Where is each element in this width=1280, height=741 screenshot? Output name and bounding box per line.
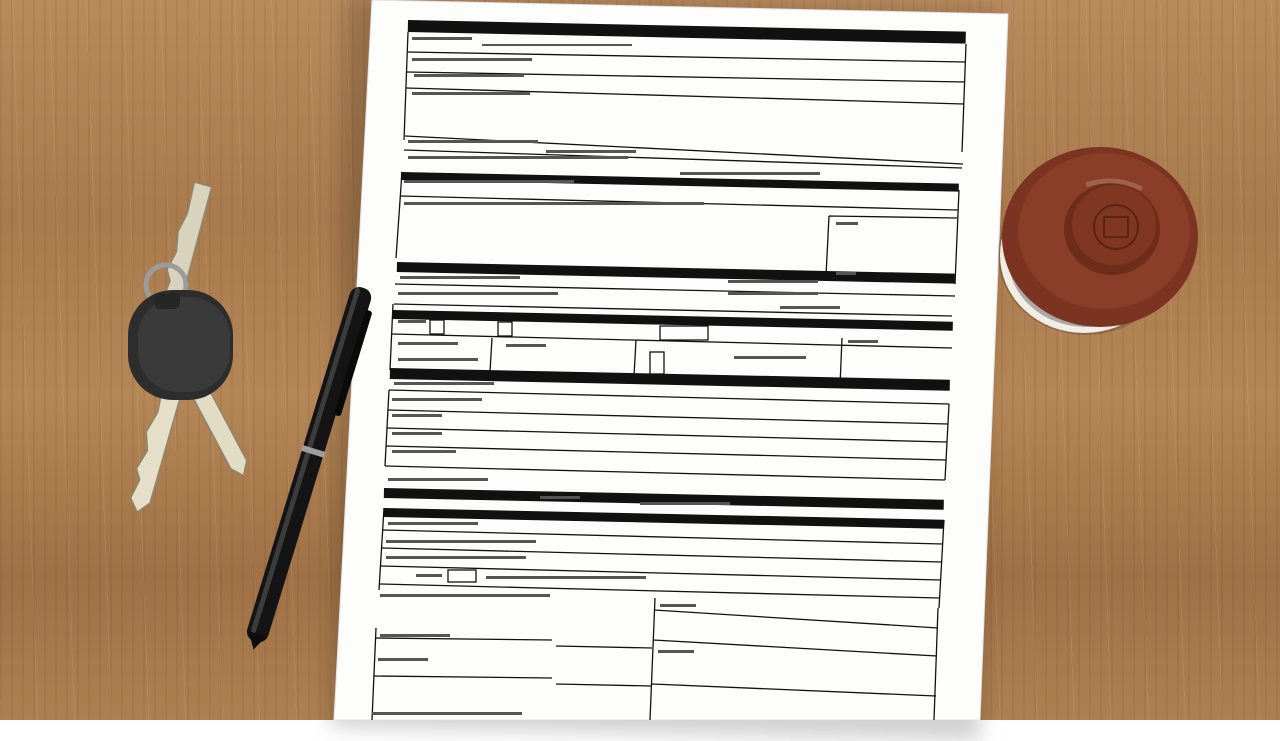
stamp-icon [996,145,1206,345]
pen-icon [240,270,380,660]
key-blade-front [126,382,183,516]
keys-icon [110,175,260,525]
